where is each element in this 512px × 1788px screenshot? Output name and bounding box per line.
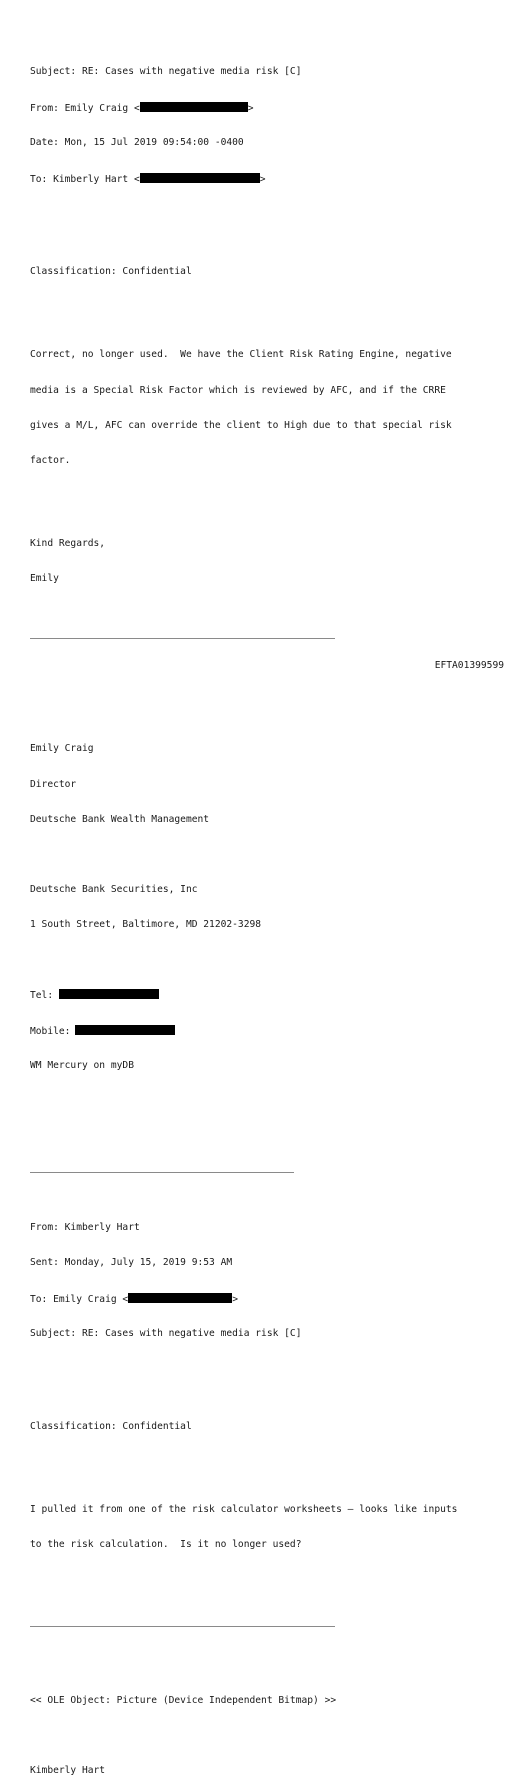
original-sign-name: Kimberly Hart <box>30 1764 106 1776</box>
reply-classification: Classification: Confidential <box>30 266 192 278</box>
original-body-line: to the risk calculation. Is it no longer used? <box>30 1539 302 1551</box>
redaction-box <box>140 102 248 112</box>
signature-entity: Deutsche Bank Securities, Inc <box>30 884 198 895</box>
signature-tel <box>30 989 500 1001</box>
ole-object: << OLE Object: Picture (Device Independent Bitmap) >> <box>30 1694 337 1706</box>
reply-to-label: To: Kimberly Hart < <box>30 173 140 185</box>
divider <box>30 1172 294 1173</box>
redaction-box <box>128 1293 232 1303</box>
redaction-box <box>75 1025 175 1035</box>
original-to-label: To: Emily Craig < <box>30 1293 129 1305</box>
reply-to <box>30 173 500 185</box>
reply-subject: Subject: RE: Cases with negative media risk [C] <box>30 66 302 78</box>
original-classification: Classification: Confidential <box>30 1420 192 1432</box>
reply-from-label: From: Emily Craig < <box>30 102 140 114</box>
mobile-label: Mobile: <box>30 1025 71 1037</box>
signature-title: Director <box>30 778 77 790</box>
bracket: > <box>259 173 266 185</box>
redaction-box <box>59 989 159 999</box>
document-id: EFTA01399599 <box>434 660 504 671</box>
email-document <box>30 31 500 1788</box>
signature-mobile <box>30 1025 500 1037</box>
tel-label: Tel: <box>30 990 54 1002</box>
signature-address: 1 South Street, Baltimore, MD 21202-3298 <box>30 919 262 931</box>
divider <box>30 638 335 639</box>
signature-mercury: WM Mercury on myDB <box>30 1060 134 1072</box>
reply-body-line: gives a M/L, AFC can override the client to High due to that special risk <box>30 419 452 431</box>
bracket: > <box>232 1293 238 1305</box>
bracket: > <box>247 102 254 114</box>
original-to <box>30 1293 500 1305</box>
reply-from <box>30 102 500 114</box>
original-sent: Sent: Monday, July 15, 2019 9:53 AM <box>30 1257 233 1269</box>
reply-sign-name: Emily <box>30 573 59 585</box>
reply-date: Date: Mon, 15 Jul 2019 09:54:00 -0400 <box>30 137 244 149</box>
signature-company: Deutsche Bank Wealth Management <box>30 814 210 826</box>
redaction-box <box>140 173 260 183</box>
reply-body-line: Correct, no longer used. We have the Client Risk Rating Engine, negative <box>30 349 452 361</box>
original-from: From: Kimberly Hart <box>30 1221 140 1233</box>
original-subject: Subject: RE: Cases with negative media risk [C] <box>30 1328 302 1340</box>
divider <box>30 1626 335 1627</box>
reply-body-line: media is a Special Risk Factor which is reviewed by AFC, and if the CRRE <box>30 384 446 396</box>
reply-body-line: factor. <box>30 455 71 467</box>
signature-name: Emily Craig <box>30 743 94 755</box>
original-body-line: I pulled it from one of the risk calculator worksheets – looks like inputs <box>30 1503 458 1515</box>
reply-closing: Kind Regards, <box>30 538 106 550</box>
